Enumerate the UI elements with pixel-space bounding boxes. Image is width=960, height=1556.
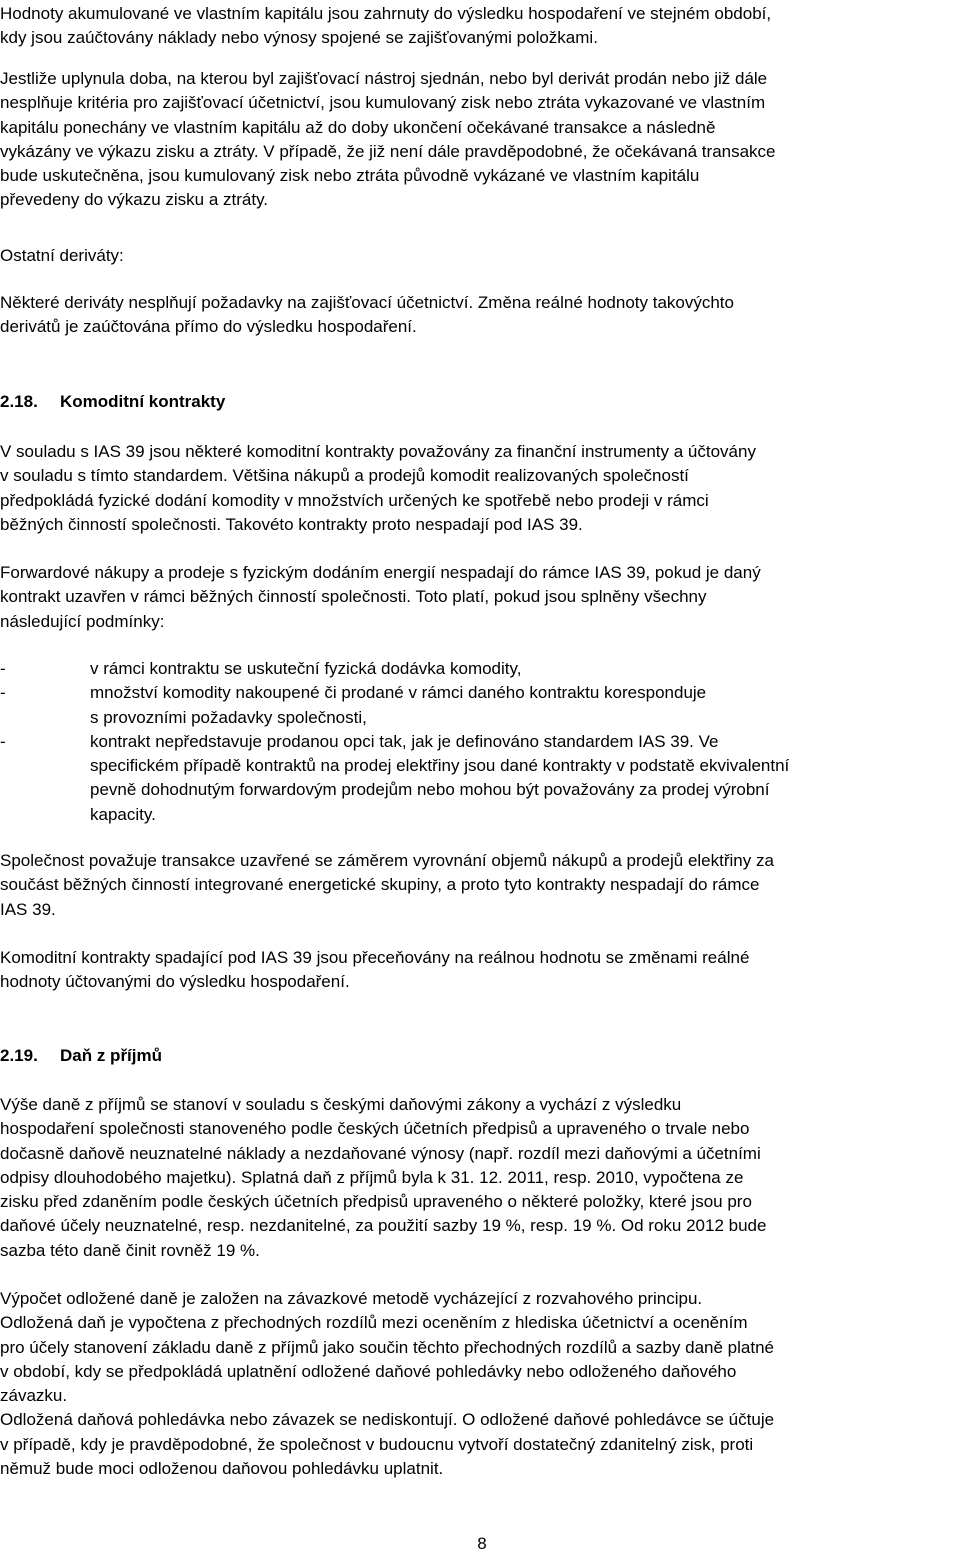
paragraph-other-derivatives-label <box>0 244 960 268</box>
text-line: IAS 39. <box>0 899 56 919</box>
paragraph-revaluation <box>0 946 960 995</box>
text-line: pevně dohodnutým forwardovým prodejům nebo mohou být považovány za prodej výrobní <box>90 780 770 800</box>
paragraph-deferred-tax <box>0 1287 960 1481</box>
text-line: kdy jsou zaúčtovány náklady nebo výnosy spojené se zajišťovanými položkami. <box>0 28 598 48</box>
list-item-text <box>0 730 960 827</box>
paragraph-ias39-commodity <box>0 440 960 537</box>
text-line: v případě, kdy je pravděpodobné, že společnost v budoucnu vytvoří dostatečný zdanitelný zisk, proti <box>0 1434 754 1454</box>
list-dash: - <box>0 731 6 751</box>
list-dash: - <box>0 659 6 678</box>
paragraph-hedge-termination <box>0 67 960 213</box>
text-line: bude uskutečněna, jsou kumulovaný zisk nebo ztráta původně vykázané ve vlastním kapitálu <box>0 166 700 186</box>
list-item-text <box>0 681 960 730</box>
text-line: kapacity. <box>90 804 156 824</box>
paragraph-electricity-transactions <box>0 849 960 922</box>
section-number: 2.19. <box>0 1046 38 1065</box>
section-title: Komoditní kontrakty <box>60 392 226 411</box>
text-line: Odložená daňová pohledávka nebo závazek se nediskontují. O odložené daňové pohledávce se účtuje <box>0 1410 775 1430</box>
text-line: v rámci kontraktu se uskuteční fyzická dodávka komodity, <box>90 659 522 678</box>
text-line: V souladu s IAS 39 jsou některé komoditní kontrakty považovány za finanční instrumenty a účtovány <box>0 442 756 461</box>
text-line: sazba této daně činit rovněž 19 %. <box>0 1240 260 1260</box>
text-line: vykázány ve výkazu zisku a ztráty. V případě, že již není dále pravděpodobné, že očekávaná transakce <box>0 141 776 161</box>
list-item <box>0 730 960 827</box>
text-line: s provozními požadavky společnosti, <box>90 707 367 727</box>
text-line: Výše daně z příjmů se stanoví v souladu s českými daňovými zákony a vychází z výsledku <box>0 1095 682 1114</box>
paragraph-other-derivatives <box>0 291 960 340</box>
section-heading-2-18 <box>0 390 960 414</box>
text-line: běžných činností společnosti. Takovéto kontrakty proto nespadají pod IAS 39. <box>0 514 583 534</box>
text-line: množství komodity nakoupené či prodané v rámci daného kontraktu koresponduje <box>90 683 707 703</box>
text-line: zisku před zdaněním podle českých účetních předpisů upraveného o některé položky, které jsou pro <box>0 1192 752 1212</box>
text-line: kapitálu ponechány ve vlastním kapitálu až do doby ukončení očekávané transakce a následně <box>0 117 716 137</box>
text-line: součást běžných činností integrované energetické skupiny, a proto tyto kontrakty nespadají do rámce <box>0 875 760 895</box>
list-dash: - <box>0 683 6 703</box>
section-title: Daň z příjmů <box>60 1046 163 1065</box>
text-line: nesplňuje kritéria pro zajišťovací účetnictví, jsou kumulovaný zisk nebo ztráta vykazované ve vlastním <box>0 93 766 113</box>
text-line: odpisy dlouhodobého majetku). Splatná daň z příjmů byla k 31. 12. 2011, resp. 2010, vypočtena ze <box>0 1167 744 1187</box>
text-line: Hodnoty akumulované ve vlastním kapitálu jsou zahrnuty do výsledku hospodaření ve stejném období, <box>0 4 772 23</box>
text-line: kontrakt nepředstavuje prodanou opci tak, jak je definováno standardem IAS 39. Ve <box>90 731 719 751</box>
text-line: Ostatní deriváty: <box>0 246 124 265</box>
text-line: pro účely stanovení základu daně z příjmů jako součin těchto přechodných rozdílů a sazby daně platné <box>0 1337 774 1357</box>
text-line: Společnost považuje transakce uzavřené se záměrem vyrovnání objemů nákupů a prodejů elektřiny za <box>0 851 774 870</box>
paragraph-forward-purchases <box>0 561 960 634</box>
text-line: v období, kdy se předpokládá uplatnění odložené daňové pohledávky nebo odloženého daňového <box>0 1361 737 1381</box>
text-line: závazku. <box>0 1386 68 1406</box>
text-line: Forwardové nákupy a prodeje s fyzickým dodáním energií nespadají do rámce IAS 39, pokud je daný <box>0 563 761 582</box>
text-line: v souladu s tímto standardem. Většina nákupů a prodejů komodit realizovaných společností <box>0 466 689 486</box>
page-number: 8 <box>477 1534 487 1553</box>
paragraph-income-tax <box>0 1093 960 1263</box>
list-item <box>0 681 960 730</box>
section-heading-2-19 <box>0 1044 960 1068</box>
list-item-text <box>0 657 960 681</box>
text-line: Odložená daň je vypočtena z přechodných rozdílů mezi oceněním z hlediska účetnictví a oceněním <box>0 1313 748 1333</box>
list-item <box>0 657 960 681</box>
text-line: hospodaření společnosti stanoveného podle českých účetních předpisů a upraveného o trvale nebo <box>0 1119 750 1139</box>
text-line: daňové účely neuznatelné, resp. nezdanitelné, za použití sazby 19 %, resp. 19 %. Od roku 2012 bude <box>0 1216 767 1236</box>
text-line: Výpočet odložené daně je založen na závazkové metodě vycházející z rozvahového principu. <box>0 1289 703 1308</box>
text-line: následující podmínky: <box>0 611 165 631</box>
text-line: němuž bude moci odloženou daňovou pohledávku uplatnit. <box>0 1459 444 1479</box>
paragraph-hedge-results <box>0 2 960 51</box>
text-line: hodnoty účtovanými do výsledku hospodaření. <box>0 972 350 992</box>
text-line: derivátů je zaúčtována přímo do výsledku hospodaření. <box>0 317 417 337</box>
text-line: předpokládá fyzické dodání komodity v množstvích určených ke spotřebě nebo prodeji v rámci <box>0 490 709 510</box>
text-line: převedeny do výkazu zisku a ztráty. <box>0 190 269 210</box>
text-line: Komoditní kontrakty spadající pod IAS 39 jsou přeceňovány na reálnou hodnotu se změnami reálné <box>0 948 750 967</box>
conditions-list <box>0 657 960 827</box>
text-line: Některé deriváty nesplňují požadavky na zajišťovací účetnictví. Změna reálné hodnoty takovýchto <box>0 293 734 312</box>
text-line: kontrakt uzavřen v rámci běžných činností společnosti. Toto platí, pokud jsou splněny všechny <box>0 587 707 607</box>
section-number: 2.18. <box>0 392 38 411</box>
text-line: Jestliže uplynula doba, na kterou byl zajišťovací nástroj sjednán, nebo byl derivát prodán nebo již dále <box>0 69 768 88</box>
text-line: specifickém případě kontraktů na prodej elektřiny jsou dané kontrakty v podstatě ekvivalentní <box>90 756 790 776</box>
text-line: dočasně daňově neuznatelné náklady a nezdaňované výnosy (např. rozdíl mezi daňovými a účetními <box>0 1143 761 1163</box>
